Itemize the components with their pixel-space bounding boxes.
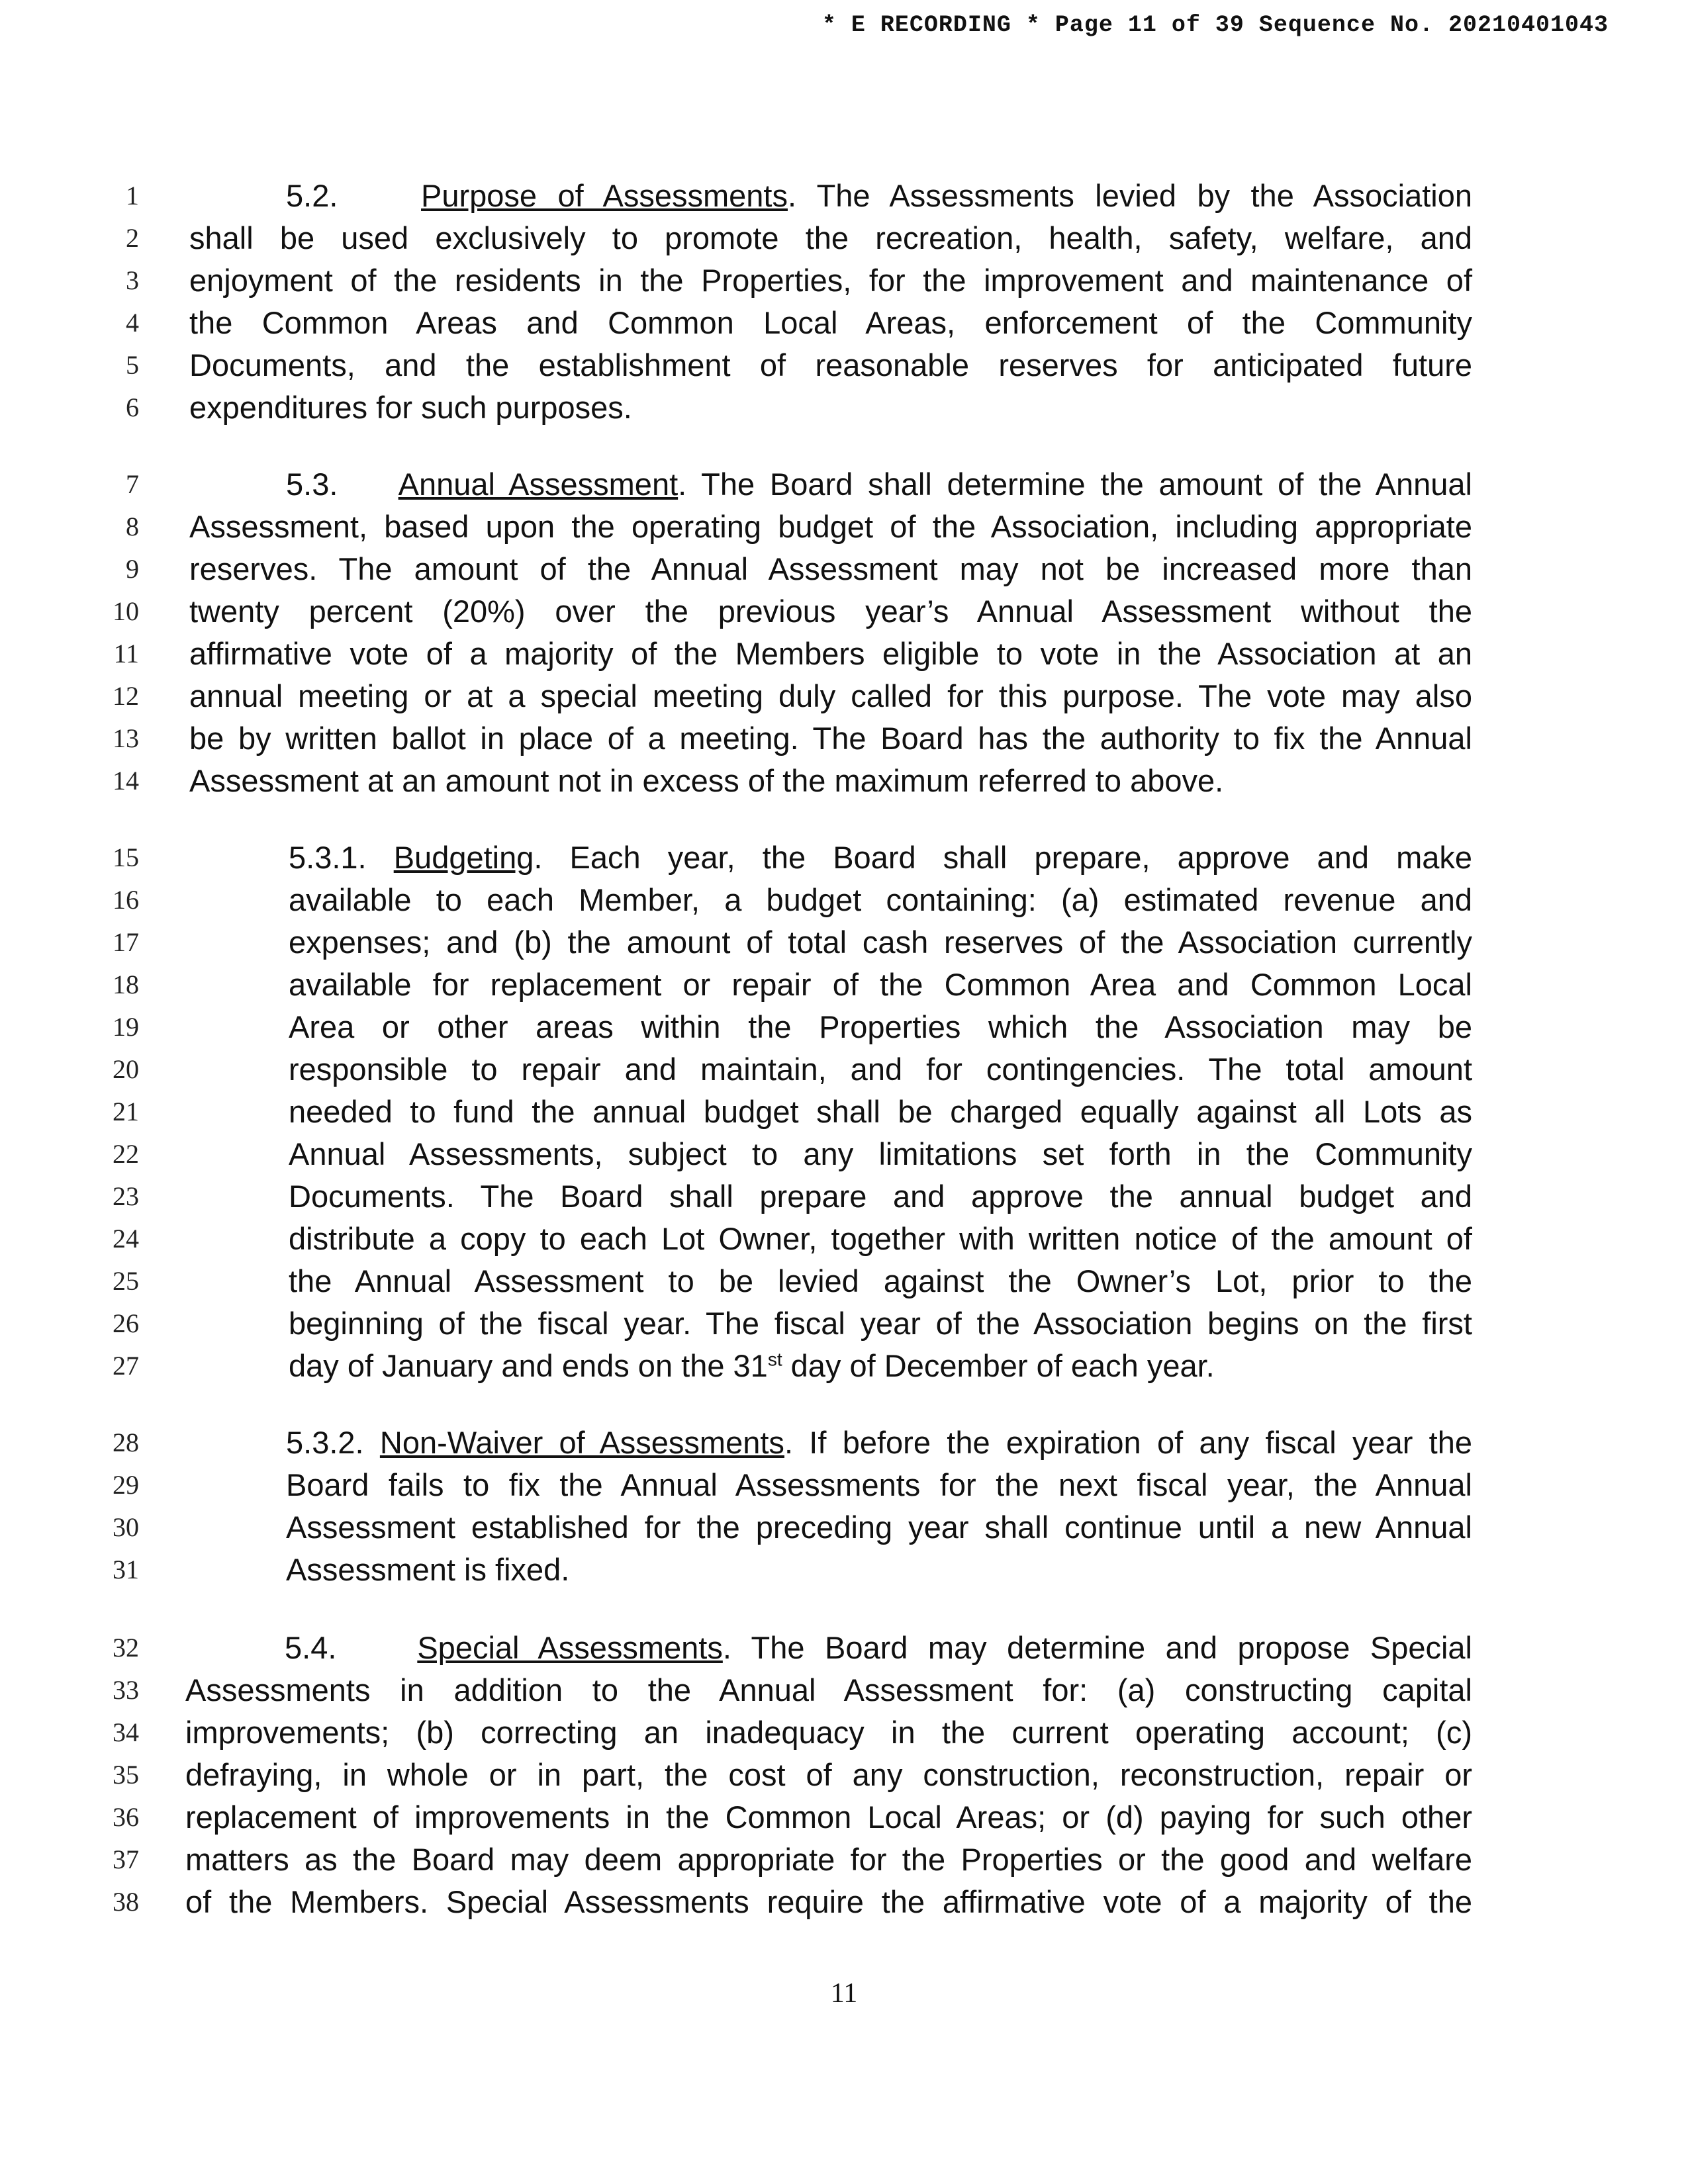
recording-header: * E RECORDING * Page 11 of 39 Sequence No. 20210401043 xyxy=(821,12,1609,38)
section-number: 5.3. xyxy=(286,467,338,502)
line-number: 29 xyxy=(113,1470,139,1500)
document-line xyxy=(0,879,1688,921)
document-line xyxy=(0,837,1688,879)
line-number: 33 xyxy=(113,1675,139,1705)
line-text: reserves. The amount of the Annual Assessment may not be increased more than xyxy=(189,551,1472,586)
line-number: 31 xyxy=(113,1555,139,1584)
line-number: 34 xyxy=(113,1717,139,1747)
line-number: 36 xyxy=(113,1802,139,1832)
document-line xyxy=(0,1091,1688,1133)
document-line xyxy=(0,1464,1688,1506)
document-line xyxy=(0,548,1688,590)
line-number: 25 xyxy=(113,1266,139,1296)
line-number: 18 xyxy=(113,970,139,999)
line-number: 17 xyxy=(113,927,139,957)
document-line xyxy=(0,1175,1688,1218)
line-number: 5 xyxy=(126,350,139,380)
line-number: 30 xyxy=(113,1512,139,1542)
document-line xyxy=(0,1711,1688,1754)
line-text: Documents. The Board shall prepare and approve the annual budget and xyxy=(289,1179,1472,1214)
line-text: annual meeting or at a special meeting duly called for this purpose. The vote may also xyxy=(189,678,1472,713)
document-line xyxy=(0,675,1688,717)
line-text: affirmative vote of a majority of the Members eligible to vote in the Association at an xyxy=(189,636,1472,671)
document-line xyxy=(0,1881,1688,1923)
section-number: 5.2. xyxy=(286,178,338,213)
line-text: beginning of the fiscal year. The fiscal year of the Association begins on the first xyxy=(289,1306,1472,1341)
line-number: 23 xyxy=(113,1181,139,1211)
line-text: Annual Assessments, subject to any limitations set forth in the Community xyxy=(289,1136,1472,1171)
document-line xyxy=(0,964,1688,1006)
document-line xyxy=(0,1302,1688,1345)
line-number: 1 xyxy=(126,181,139,210)
document-line xyxy=(0,760,1688,802)
document-line xyxy=(0,921,1688,964)
line-number: 12 xyxy=(113,681,139,711)
line-number: 3 xyxy=(126,265,139,295)
document-line xyxy=(0,717,1688,760)
line-number: 26 xyxy=(113,1308,139,1338)
line-number: 38 xyxy=(113,1887,139,1917)
line-text: matters as the Board may deem appropriate for the Properties or the good and welfare xyxy=(185,1842,1472,1877)
line-number: 35 xyxy=(113,1760,139,1790)
line-number: 7 xyxy=(126,469,139,499)
line-number: 19 xyxy=(113,1012,139,1042)
line-number: 28 xyxy=(113,1428,139,1457)
line-text: Assessments in addition to the Annual Assessment for: (a) constructing capital xyxy=(185,1672,1472,1707)
document-line xyxy=(0,1669,1688,1711)
line-number: 32 xyxy=(113,1633,139,1662)
document-line xyxy=(0,1506,1688,1549)
document-line xyxy=(0,463,1688,506)
line-text: defraying, in whole or in part, the cost of any construction, reconstruction, repair or xyxy=(185,1757,1472,1792)
section-number: 5.3.2. xyxy=(286,1425,364,1460)
line-text: Assessment at an amount not in excess of the maximum referred to above. xyxy=(189,763,1224,798)
document-line xyxy=(0,1839,1688,1881)
document-line xyxy=(0,217,1688,259)
document-line xyxy=(0,1422,1688,1464)
section-heading: Purpose of Assessments xyxy=(421,178,788,213)
line-text: Area or other areas within the Properties which the Association may be xyxy=(289,1009,1472,1044)
line-number: 4 xyxy=(126,308,139,338)
line-text: 5.3.2. Non-Waiver of Assessments. If before the expiration of any fiscal year the xyxy=(286,1425,1472,1460)
line-text: improvements; (b) correcting an inadequacy in the current operating account; (c) xyxy=(185,1715,1472,1750)
document-line xyxy=(0,259,1688,302)
document-line xyxy=(0,1627,1688,1669)
line-text: expenditures for such purposes. xyxy=(189,390,632,425)
line-text: Assessment is fixed. xyxy=(286,1552,570,1587)
superscript: st xyxy=(767,1349,782,1370)
section-heading: Non-Waiver of Assessments xyxy=(379,1425,784,1460)
line-text: the Annual Assessment to be levied against the Owner’s Lot, prior to the xyxy=(289,1263,1472,1298)
line-text: enjoyment of the residents in the Properties, for the improvement and maintenance of xyxy=(189,263,1472,298)
document-line xyxy=(0,1133,1688,1175)
line-number: 20 xyxy=(113,1054,139,1084)
page-number: 11 xyxy=(830,1978,858,2009)
document-line xyxy=(0,1218,1688,1260)
document-line xyxy=(0,1006,1688,1048)
document-line xyxy=(0,1549,1688,1591)
line-text: the Common Areas and Common Local Areas, enforcement of the Community xyxy=(189,305,1472,340)
document-line xyxy=(0,344,1688,387)
line-number: 9 xyxy=(126,554,139,584)
section-heading: Budgeting xyxy=(393,840,534,875)
document-line xyxy=(0,1345,1688,1387)
line-text: day of January and ends on the 31st day of December of each year. xyxy=(289,1348,1215,1383)
line-number: 10 xyxy=(113,596,139,626)
document-line xyxy=(0,302,1688,344)
line-text: needed to fund the annual budget shall be charged equally against all Lots as xyxy=(289,1094,1472,1129)
document-line xyxy=(0,387,1688,429)
line-text: 5.2. Purpose of Assessments. The Assessments levied by the Association xyxy=(286,178,1472,213)
section-number: 5.3.1. xyxy=(289,840,367,875)
line-text: 5.4. Special Assessments. The Board may determine and propose Special xyxy=(285,1630,1473,1665)
line-text: responsible to repair and maintain, and for contingencies. The total amount xyxy=(289,1052,1472,1087)
line-text: of the Members. Special Assessments require the affirmative vote of a majority of the xyxy=(185,1884,1472,1919)
line-text: available to each Member, a budget containing: (a) estimated revenue and xyxy=(289,882,1472,917)
line-number: 22 xyxy=(113,1139,139,1169)
section-heading: Special Assessments xyxy=(417,1630,723,1665)
line-number: 8 xyxy=(126,512,139,541)
section-number: 5.4. xyxy=(285,1630,337,1665)
line-text: twenty percent (20%) over the previous year’s Annual Assessment without the xyxy=(189,594,1472,629)
line-number: 27 xyxy=(113,1351,139,1381)
line-text: available for replacement or repair of the Common Area and Common Local xyxy=(289,967,1472,1002)
line-text: 5.3.1. Budgeting. Each year, the Board shall prepare, approve and make xyxy=(289,840,1472,875)
line-number: 15 xyxy=(113,842,139,872)
line-text: shall be used exclusively to promote the recreation, health, safety, welfare, and xyxy=(189,220,1472,255)
line-text: 5.3. Annual Assessment. The Board shall determine the amount of the Annual xyxy=(286,467,1472,502)
line-text: replacement of improvements in the Common Local Areas; or (d) paying for such other xyxy=(185,1799,1472,1835)
document-line xyxy=(0,633,1688,675)
line-text: Assessment established for the preceding year shall continue until a new Annual xyxy=(286,1510,1472,1545)
document-line xyxy=(0,1754,1688,1796)
document-line xyxy=(0,1796,1688,1839)
line-text: distribute a copy to each Lot Owner, together with written notice of the amount of xyxy=(289,1221,1472,1256)
document-line xyxy=(0,506,1688,548)
document-line xyxy=(0,175,1688,217)
line-text: Board fails to fix the Annual Assessments for the next fiscal year, the Annual xyxy=(286,1467,1472,1502)
line-number: 13 xyxy=(113,723,139,753)
line-number: 21 xyxy=(113,1097,139,1126)
line-text: expenses; and (b) the amount of total cash reserves of the Association currently xyxy=(289,925,1472,960)
document-line xyxy=(0,590,1688,633)
line-text: Assessment, based upon the operating budget of the Association, including appropriate xyxy=(189,509,1472,544)
line-number: 14 xyxy=(113,766,139,796)
line-number: 6 xyxy=(126,392,139,422)
section-heading: Annual Assessment xyxy=(398,467,679,502)
document-line xyxy=(0,1048,1688,1091)
line-text: be by written ballot in place of a meeting. The Board has the authority to fix the Annual xyxy=(189,721,1472,756)
line-number: 16 xyxy=(113,885,139,915)
line-number: 11 xyxy=(113,639,139,668)
line-number: 2 xyxy=(126,223,139,253)
line-number: 37 xyxy=(113,1844,139,1874)
document-line xyxy=(0,1260,1688,1302)
line-text: Documents, and the establishment of reasonable reserves for anticipated future xyxy=(189,347,1472,383)
line-number: 24 xyxy=(113,1224,139,1253)
